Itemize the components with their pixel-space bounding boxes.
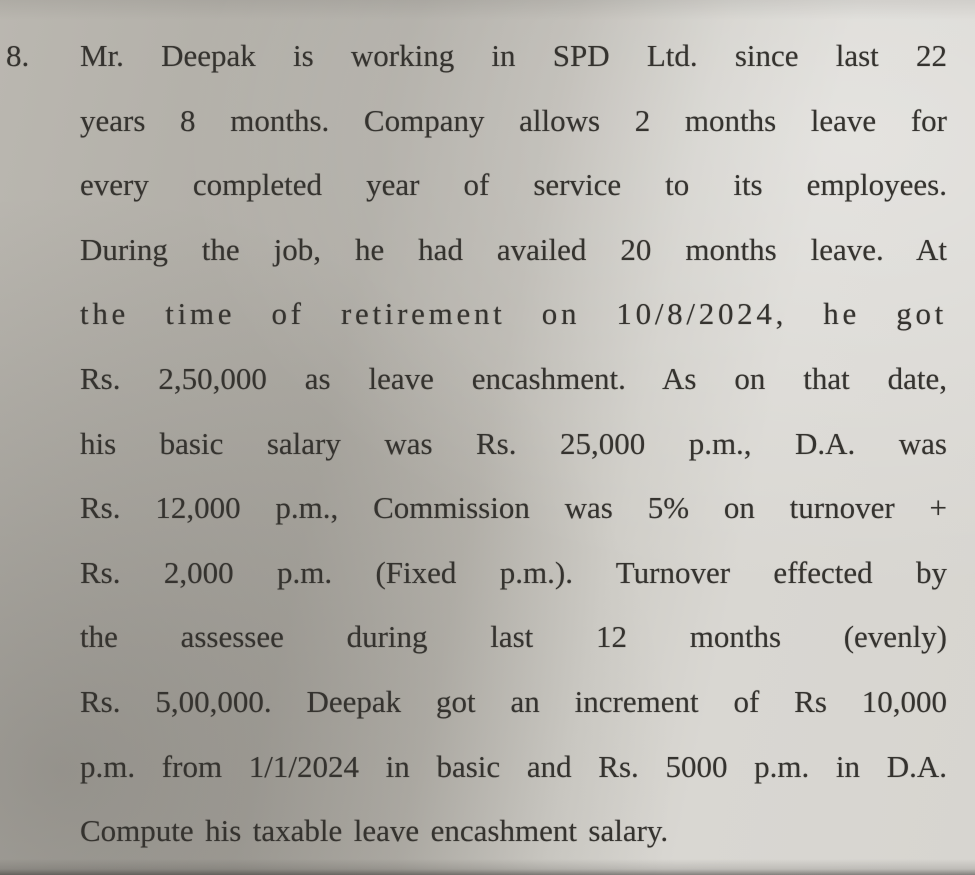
question-number: 8. [6,38,30,73]
text-line: every completed year of service to its employees. [80,167,947,203]
text-line: During the job, he had availed 20 months leave. At [80,231,947,267]
question-text [80,24,947,864]
text-line: Rs. 2,50,000 as leave encashment. As on that date, [80,360,947,396]
text-line: the time of retirement on 10/8/2024, he got [80,296,947,332]
text-line: Rs. 5,00,000. Deepak got an increment of Rs 10,000 [80,683,947,719]
text-line: Compute his taxable leave encashment salary. [80,813,669,849]
text-line: Rs. 2,000 p.m. (Fixed p.m.). Turnover effected by [80,554,947,590]
text-line: Mr. Deepak is working in SPD Ltd. since last 22 [80,38,947,73]
text-line: p.m. from 1/1/2024 in basic and Rs. 5000 p.m. in D.A. [80,748,947,784]
text-line: the assessee during last 12 months (evenly) [80,619,947,655]
text-line: years 8 months. Company allows 2 months leave for [80,102,947,138]
text-line: his basic salary was Rs. 25,000 p.m., D.A. was [80,425,947,461]
text-line: Rs. 12,000 p.m., Commission was 5% on turnover + [80,490,947,526]
